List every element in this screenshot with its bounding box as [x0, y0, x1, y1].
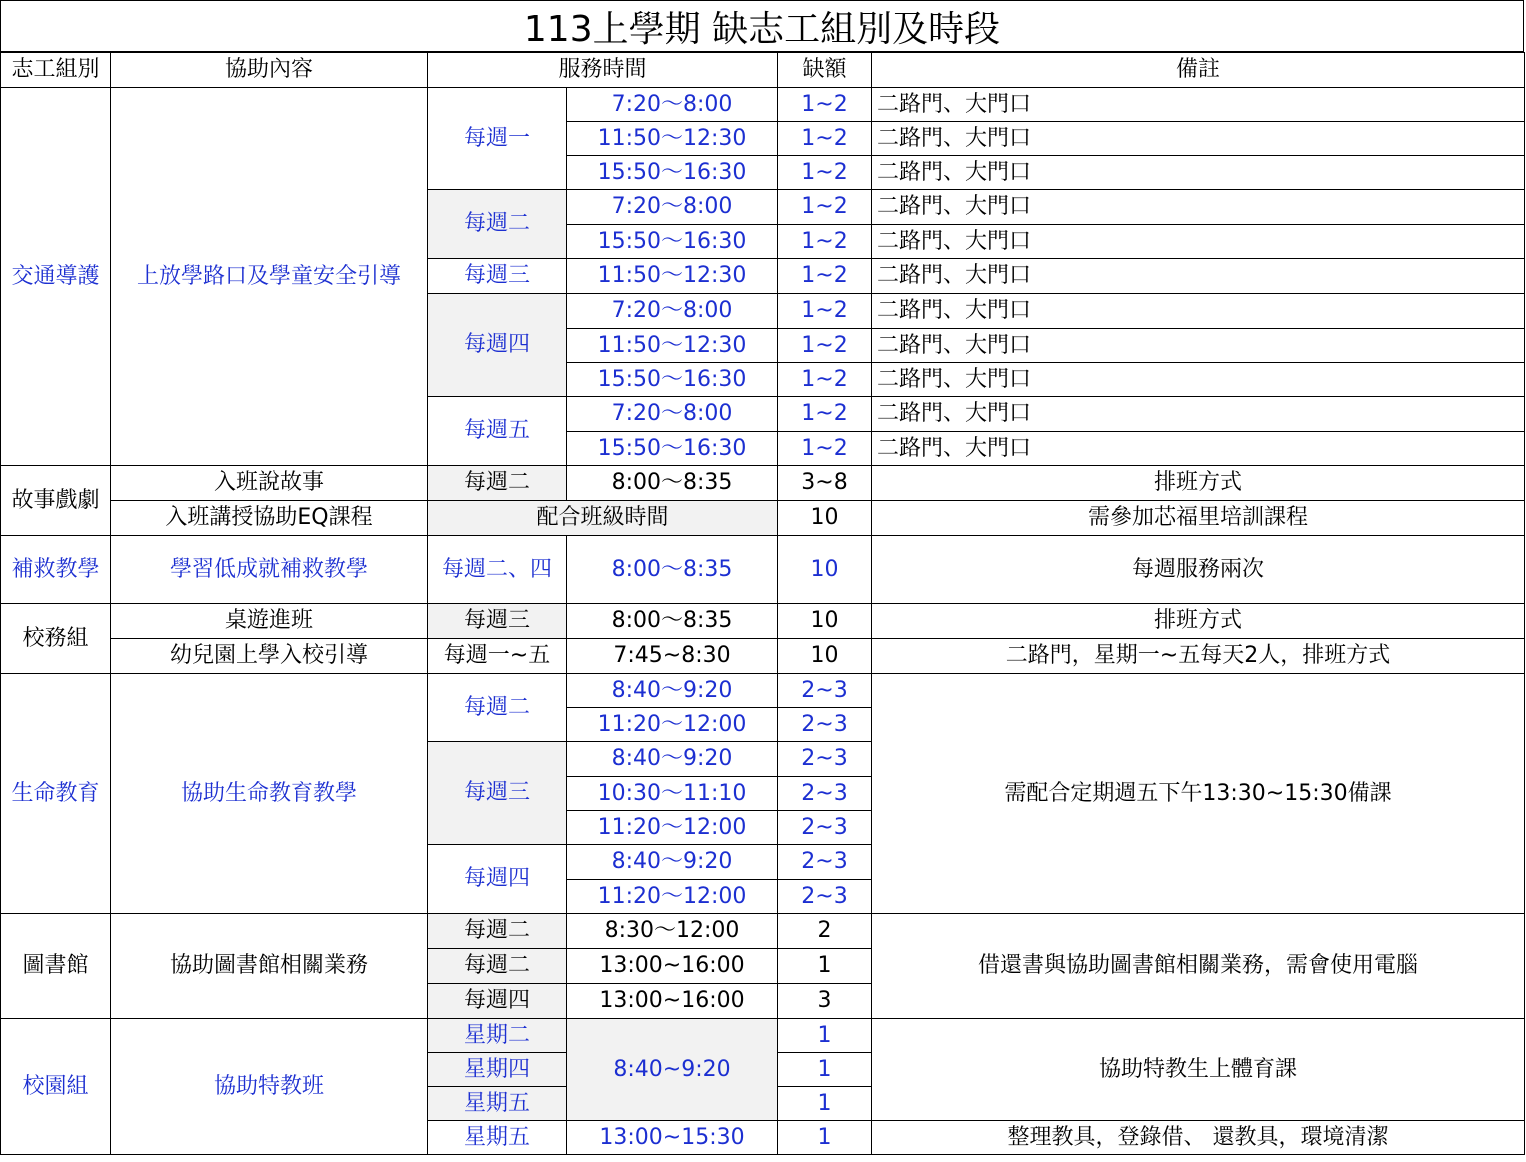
- day-cell: 每週二: [428, 466, 567, 501]
- quota-cell: 2~3: [778, 777, 872, 811]
- header-content: 協助內容: [111, 53, 428, 88]
- time-cell: 7:20～8:00: [567, 88, 778, 122]
- content-cell: 入班講授協助EQ課程: [111, 501, 428, 536]
- time-cell: 15:50～16:30: [567, 225, 778, 259]
- note-cell: 二路門，星期一~五每天2人，排班方式: [872, 639, 1525, 674]
- time-cell: 配合班級時間: [428, 501, 778, 536]
- day-cell: 每週二: [428, 949, 567, 984]
- content-cell: 協助圖書館相關業務: [111, 914, 428, 1019]
- quota-cell: 2~3: [778, 742, 872, 777]
- time-cell: 8:40～9:20: [567, 674, 778, 708]
- quota-cell: 3: [778, 984, 872, 1019]
- table-row: [1, 501, 1525, 536]
- note-cell: 二路門、大門口: [872, 363, 1525, 397]
- day-cell: 每週三: [428, 259, 567, 294]
- quota-cell: 1~2: [778, 122, 872, 156]
- note-cell: 整理教具，登錄借、 還教具，環境清潔: [872, 1121, 1525, 1155]
- time-cell: 8:00～8:35: [567, 466, 778, 501]
- quota-cell: 1~2: [778, 259, 872, 294]
- time-cell: 11:50～12:30: [567, 122, 778, 156]
- note-cell: 協助特教生上體育課: [872, 1019, 1525, 1121]
- time-cell: 8:00～8:35: [567, 536, 778, 604]
- note-cell: 二路門、大門口: [872, 397, 1525, 432]
- header-group: 志工組別: [1, 53, 111, 88]
- note-cell: 排班方式: [872, 466, 1525, 501]
- note-cell: 二路門、大門口: [872, 329, 1525, 363]
- schedule-table: [0, 52, 1525, 1155]
- time-cell: 11:20～12:00: [567, 880, 778, 914]
- quota-cell: 2~3: [778, 880, 872, 914]
- table-row: [1, 466, 1525, 501]
- group-cell: 交通導護: [1, 88, 111, 466]
- table-row: [1, 604, 1525, 639]
- day-cell: 每週二、四: [428, 536, 567, 604]
- group-cell: 生命教育: [1, 674, 111, 914]
- sheet-title-text: 113上學期 缺志工組別及時段: [523, 8, 1001, 50]
- time-cell: 8:40～9:20: [567, 742, 778, 777]
- time-cell: 7:20～8:00: [567, 190, 778, 225]
- quota-cell: 10: [778, 604, 872, 639]
- content-cell: 幼兒園上學入校引導: [111, 639, 428, 674]
- time-cell: 15:50～16:30: [567, 432, 778, 466]
- quota-cell: 1~2: [778, 190, 872, 225]
- day-cell: 每週二: [428, 674, 567, 742]
- time-cell: 8:00～8:35: [567, 604, 778, 639]
- note-cell: 二路門、大門口: [872, 259, 1525, 294]
- table-row: [1, 639, 1525, 674]
- day-cell: 每週四: [428, 294, 567, 397]
- note-cell: 二路門、大門口: [872, 225, 1525, 259]
- day-cell: 星期二: [428, 1019, 567, 1053]
- time-cell: 11:50～12:30: [567, 329, 778, 363]
- sheet-title: [0, 0, 1524, 52]
- time-cell: 13:00~15:30: [567, 1121, 778, 1155]
- time-cell: 8:30～12:00: [567, 914, 778, 949]
- day-cell: 每週一: [428, 88, 567, 190]
- header-row: [1, 53, 1525, 88]
- quota-cell: 2~3: [778, 674, 872, 708]
- quota-cell: 2~3: [778, 811, 872, 845]
- time-cell: 11:50～12:30: [567, 259, 778, 294]
- quota-cell: 1: [778, 1087, 872, 1121]
- note-cell: 二路門、大門口: [872, 156, 1525, 190]
- time-cell: 11:20～12:00: [567, 811, 778, 845]
- group-cell: 補救教學: [1, 536, 111, 604]
- table-row: [1, 88, 1525, 122]
- quota-cell: 2~3: [778, 708, 872, 742]
- quota-cell: 1~2: [778, 363, 872, 397]
- note-cell: 二路門、大門口: [872, 122, 1525, 156]
- table-row: [1, 1019, 1525, 1053]
- quota-cell: 1~2: [778, 294, 872, 329]
- day-cell: 每週四: [428, 845, 567, 914]
- time-cell: 8:40~9:20: [567, 1019, 778, 1121]
- quota-cell: 2~3: [778, 845, 872, 880]
- note-cell: 二路門、大門口: [872, 88, 1525, 122]
- note-cell: 二路門、大門口: [872, 432, 1525, 466]
- header-note: 備註: [872, 53, 1525, 88]
- time-cell: 13:00~16:00: [567, 984, 778, 1019]
- day-cell: 星期五: [428, 1121, 567, 1155]
- day-cell: 星期四: [428, 1053, 567, 1087]
- note-cell: 二路門、大門口: [872, 294, 1525, 329]
- time-cell: 10:30～11:10: [567, 777, 778, 811]
- day-cell: 每週二: [428, 190, 567, 259]
- group-cell: 校務組: [1, 604, 111, 674]
- quota-cell: 1~2: [778, 432, 872, 466]
- time-cell: 15:50～16:30: [567, 156, 778, 190]
- content-cell: 入班說故事: [111, 466, 428, 501]
- content-cell: 學習低成就補救教學: [111, 536, 428, 604]
- day-cell: 每週五: [428, 397, 567, 466]
- note-cell: 每週服務兩次: [872, 536, 1525, 604]
- time-cell: 7:20～8:00: [567, 294, 778, 329]
- content-cell: 上放學路口及學童安全引導: [111, 88, 428, 466]
- content-cell: 協助生命教育教學: [111, 674, 428, 914]
- time-cell: 8:40～9:20: [567, 845, 778, 880]
- day-cell: 每週三: [428, 742, 567, 845]
- day-cell: 每週二: [428, 914, 567, 949]
- time-cell: 11:20～12:00: [567, 708, 778, 742]
- table-row: [1, 914, 1525, 949]
- quota-cell: 10: [778, 536, 872, 604]
- note-cell: 二路門、大門口: [872, 190, 1525, 225]
- quota-cell: 3~8: [778, 466, 872, 501]
- content-cell: 桌遊進班: [111, 604, 428, 639]
- quota-cell: 1: [778, 949, 872, 984]
- quota-cell: 1~2: [778, 156, 872, 190]
- note-cell: 需參加芯福里培訓課程: [872, 501, 1525, 536]
- time-cell: 13:00~16:00: [567, 949, 778, 984]
- group-cell: 圖書館: [1, 914, 111, 1019]
- day-cell: 每週三: [428, 604, 567, 639]
- quota-cell: 1~2: [778, 88, 872, 122]
- quota-cell: 2: [778, 914, 872, 949]
- day-cell: 每週四: [428, 984, 567, 1019]
- quota-cell: 1~2: [778, 225, 872, 259]
- table-row: [1, 674, 1525, 708]
- quota-cell: 1~2: [778, 397, 872, 432]
- note-cell: 借還書與協助圖書館相關業務，需會使用電腦: [872, 914, 1525, 1019]
- quota-cell: 1~2: [778, 329, 872, 363]
- time-cell: 7:20～8:00: [567, 397, 778, 432]
- header-time: 服務時間: [428, 53, 778, 88]
- note-cell: 排班方式: [872, 604, 1525, 639]
- quota-cell: 1: [778, 1121, 872, 1155]
- quota-cell: 10: [778, 639, 872, 674]
- table-row: [1, 536, 1525, 604]
- quota-cell: 1: [778, 1053, 872, 1087]
- quota-cell: 1: [778, 1019, 872, 1053]
- group-cell: 故事戲劇: [1, 466, 111, 536]
- time-cell: 7:45~8:30: [567, 639, 778, 674]
- day-cell: 星期五: [428, 1087, 567, 1121]
- quota-cell: 10: [778, 501, 872, 536]
- header-quota: 缺額: [778, 53, 872, 88]
- day-cell: 每週一~五: [428, 639, 567, 674]
- time-cell: 15:50～16:30: [567, 363, 778, 397]
- note-cell: 需配合定期週五下午13:30~15:30備課: [872, 674, 1525, 914]
- content-cell: 協助特教班: [111, 1019, 428, 1155]
- group-cell: 校園組: [1, 1019, 111, 1155]
